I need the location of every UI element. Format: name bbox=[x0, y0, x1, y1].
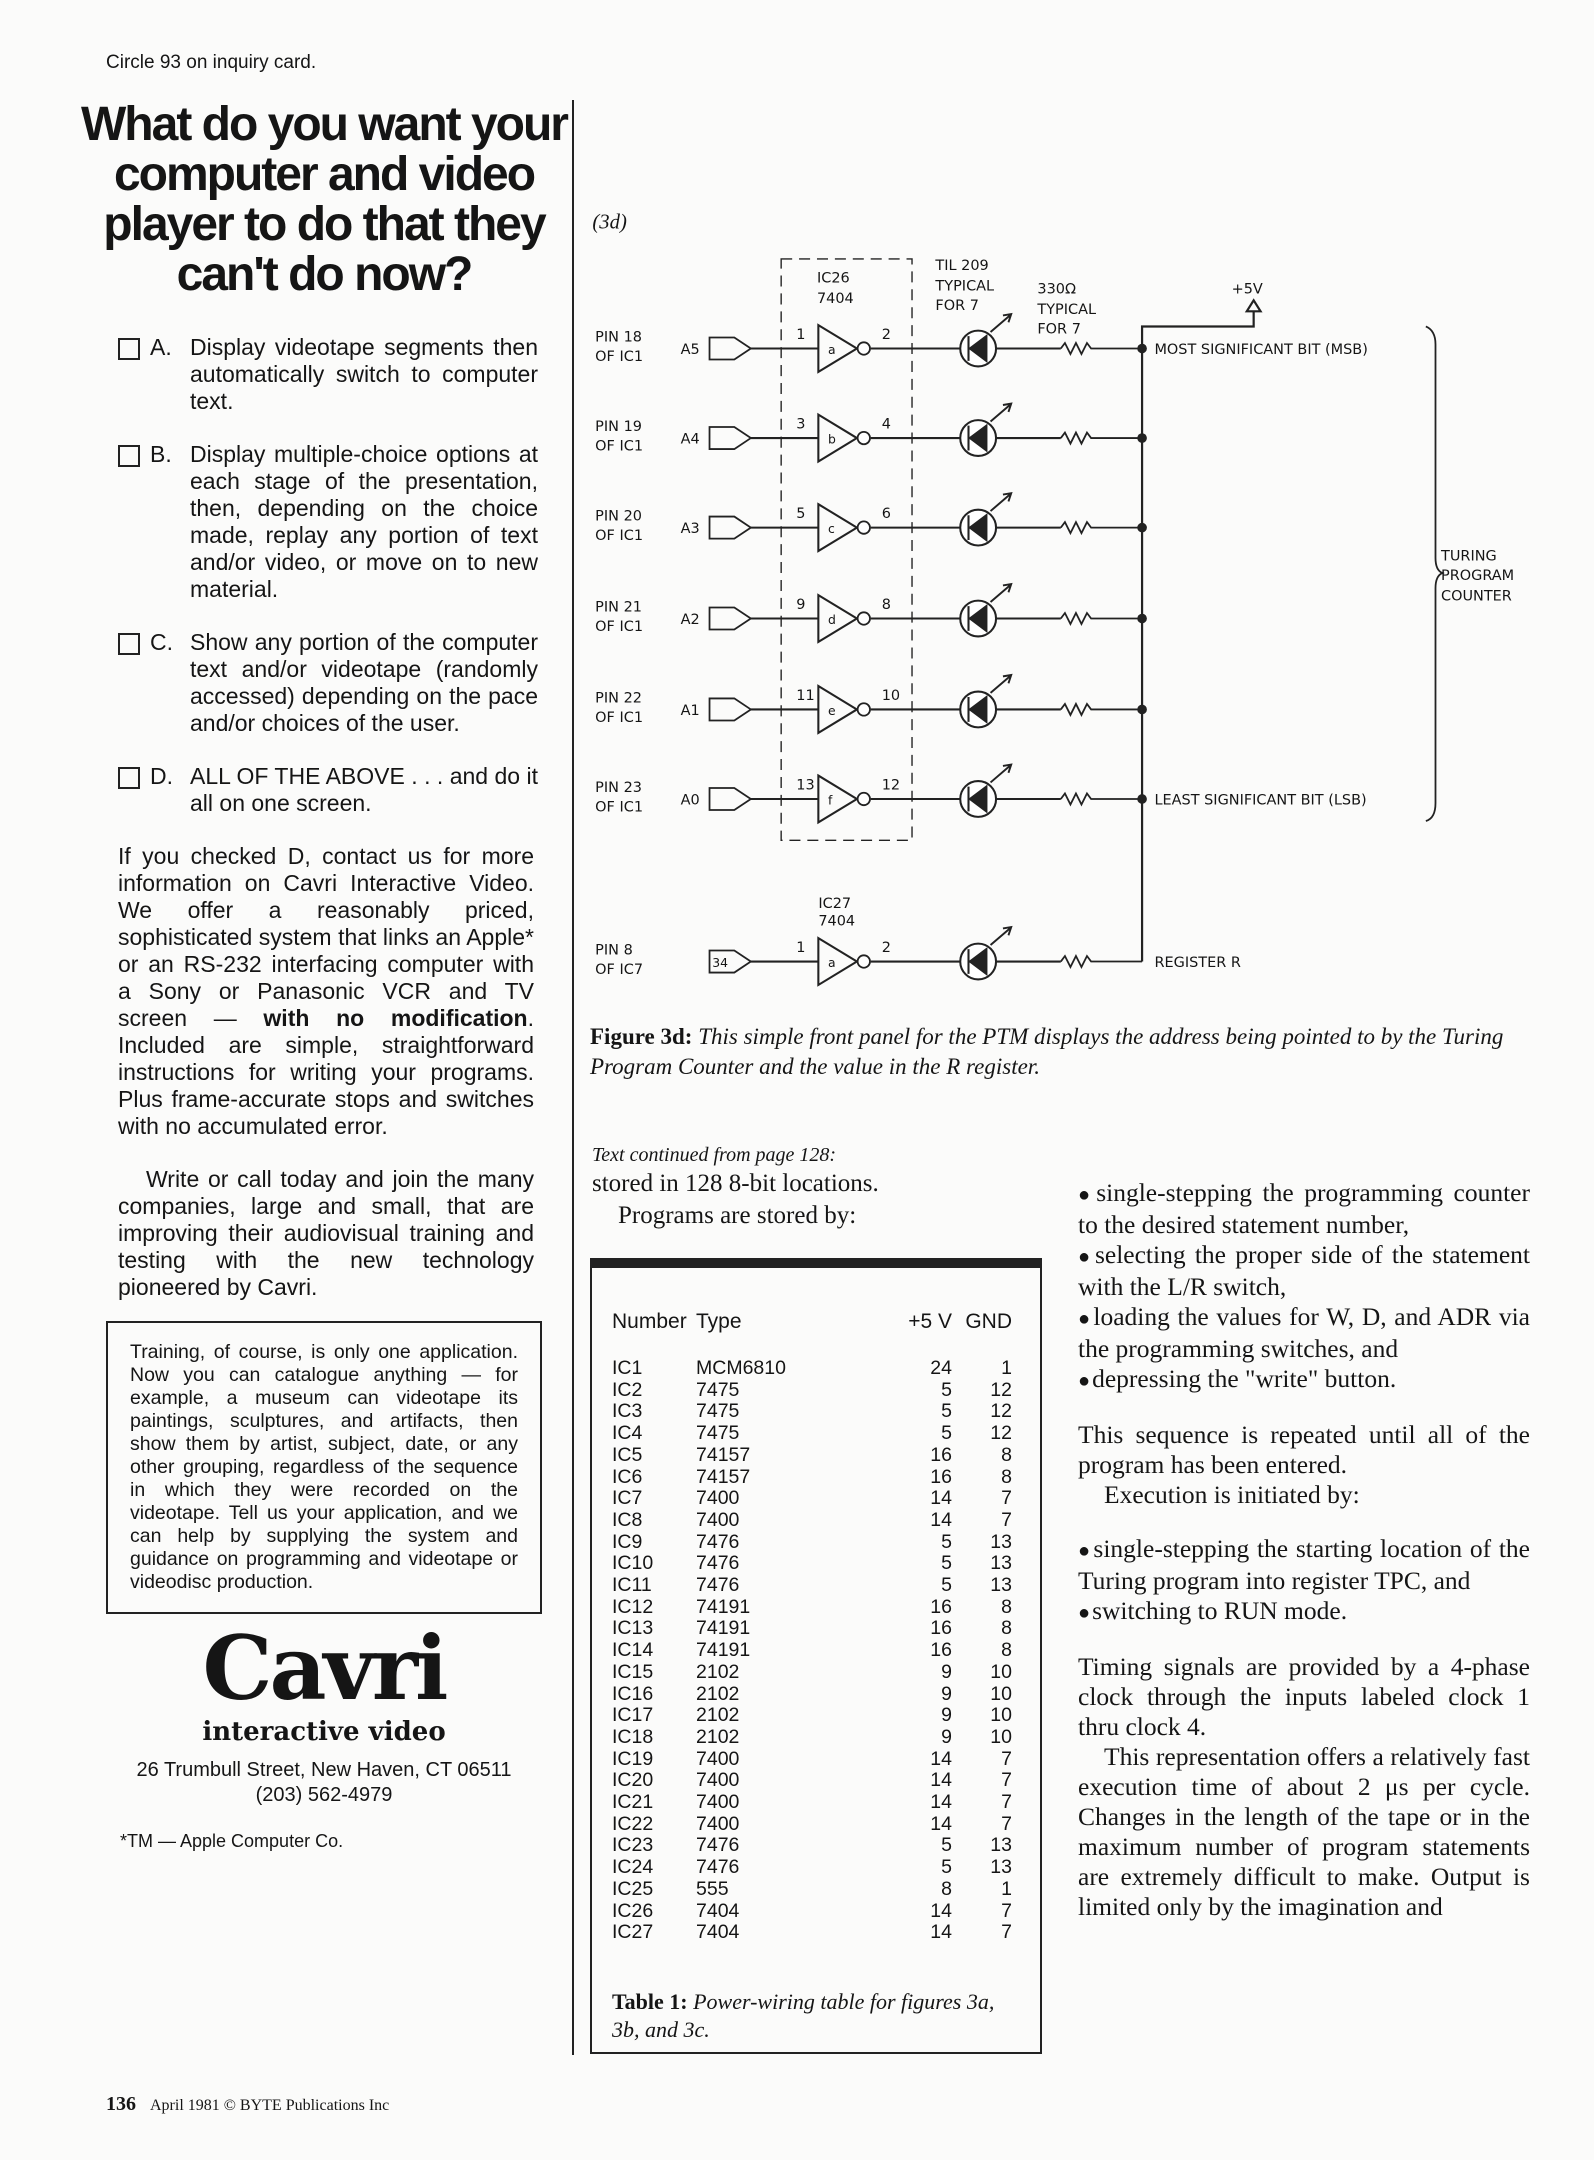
bullet-item: ● loading the values for W, D, and ADR via the programming switches, and bbox=[1078, 1302, 1530, 1364]
inquiry-note: Circle 93 on inquiry card. bbox=[106, 52, 317, 73]
ic26-label: IC26 bbox=[816, 270, 850, 287]
bullet-item: ● single-stepping the starting location of the Turing program into register TPC, and bbox=[1078, 1534, 1530, 1596]
pin-label: PIN 19 bbox=[595, 419, 642, 436]
bullet-item: ● switching to RUN mode. bbox=[1078, 1596, 1530, 1628]
table-cell: IC5 bbox=[612, 1443, 643, 1466]
table-cell: IC6 bbox=[612, 1465, 643, 1488]
light-arrow-icon bbox=[991, 404, 1012, 422]
table-row bbox=[612, 1705, 1012, 1727]
text: If you checked D, contact us for more information on Cavri Interactive Video. We offer a reasonably priced, sophisticated system that links an Apple* or an RS-232 interfacing computer with a Sony or Panasonic VCR and TV screen — bbox=[118, 843, 534, 1031]
vcc-label: +5V bbox=[1231, 281, 1263, 298]
table-cell: IC14 bbox=[612, 1639, 654, 1662]
table-row bbox=[612, 1727, 1012, 1749]
pin-label: PIN 8 bbox=[595, 942, 633, 959]
led-note: FOR 7 bbox=[935, 297, 979, 314]
inverter-icon bbox=[818, 595, 857, 642]
gate-label: d bbox=[827, 612, 836, 628]
table-cell: 9 bbox=[941, 1682, 952, 1705]
table-cell: 7400 bbox=[696, 1791, 740, 1814]
table-cell: 5 bbox=[941, 1378, 952, 1401]
inverter-bubble bbox=[858, 955, 870, 967]
table-cell: 8 bbox=[941, 1877, 952, 1900]
table-cell: IC3 bbox=[612, 1400, 643, 1423]
pin-number: 12 bbox=[881, 777, 901, 794]
ic27-label: IC27 bbox=[818, 895, 852, 912]
caption-text: Power-wiring table for figures 3a, 3b, and 3c. bbox=[612, 1989, 995, 2042]
option-text: Show any portion of the computer text and/or videotape (randomly accessed) depending on the pace and/or choices of the user. bbox=[190, 629, 538, 736]
table-cell: 9 bbox=[941, 1725, 952, 1748]
ic26-outline bbox=[781, 259, 912, 840]
signal-label: 34 bbox=[712, 955, 729, 971]
table-cell: IC11 bbox=[612, 1574, 652, 1597]
resistor-note: TYPICAL bbox=[1037, 302, 1097, 319]
table-cell: 9 bbox=[941, 1704, 952, 1727]
text: Timing signals are provided by a 4-phase clock through the inputs labeled clock 1 thru clock 4. bbox=[1078, 1652, 1530, 1741]
table-cell: 2102 bbox=[696, 1682, 740, 1705]
table-row bbox=[612, 1640, 1012, 1662]
signal-label: A1 bbox=[680, 702, 700, 719]
resistor-icon bbox=[1061, 522, 1142, 533]
table-row bbox=[612, 1857, 1012, 1879]
inverter-bubble bbox=[858, 521, 870, 533]
table-cell: 7476 bbox=[696, 1834, 740, 1857]
table-cell: IC8 bbox=[612, 1508, 643, 1531]
gate-label: c bbox=[827, 521, 835, 537]
led-note: TIL 209 bbox=[935, 258, 989, 274]
gate-label: a bbox=[827, 955, 836, 971]
light-arrow-icon bbox=[991, 675, 1012, 693]
table-cell: IC23 bbox=[612, 1834, 654, 1857]
inverter-icon bbox=[818, 325, 857, 372]
table-cell: 8 bbox=[1001, 1639, 1012, 1662]
table-cell: IC24 bbox=[612, 1856, 654, 1879]
table-cell: 14 bbox=[930, 1899, 952, 1922]
light-arrow-icon bbox=[991, 493, 1012, 511]
pin-number: 1 bbox=[796, 326, 806, 343]
light-arrow-icon bbox=[991, 584, 1012, 602]
continued-note: Text continued from page 128: bbox=[592, 1144, 837, 1166]
pin-label: OF IC1 bbox=[595, 618, 644, 635]
inverter-bubble bbox=[858, 612, 870, 624]
resistor-icon bbox=[1061, 343, 1142, 354]
pin-label: PIN 18 bbox=[595, 329, 642, 346]
table-cell: 14 bbox=[930, 1487, 952, 1510]
cavri-logo: Cavri bbox=[202, 1616, 446, 1720]
option-letter: B. bbox=[150, 441, 172, 467]
gate-label: f bbox=[827, 792, 833, 808]
register-r-label: REGISTER R bbox=[1154, 955, 1241, 972]
table-caption bbox=[612, 1988, 1022, 2044]
table-cell: 7475 bbox=[696, 1400, 740, 1423]
resistor-icon bbox=[1061, 793, 1142, 804]
table-cell: 2102 bbox=[696, 1704, 740, 1727]
table-cell: 13 bbox=[990, 1530, 1012, 1553]
table-cell: 14 bbox=[930, 1812, 952, 1835]
table-cell: 8 bbox=[1001, 1443, 1012, 1466]
table-row bbox=[612, 1575, 1012, 1597]
option-text: Display videotape segments then automatically switch to computer text. bbox=[190, 334, 538, 414]
bullet-item: ● single-stepping the programming counter to the desired statement number, bbox=[1078, 1178, 1530, 1240]
table-cell: IC27 bbox=[612, 1921, 654, 1944]
table-row bbox=[612, 1358, 1012, 1380]
inverter-icon bbox=[818, 415, 857, 462]
signal-label: A4 bbox=[680, 431, 700, 448]
table-cell: 24 bbox=[930, 1357, 952, 1379]
pin-label: PIN 20 bbox=[595, 508, 642, 525]
inverter-icon bbox=[818, 504, 857, 551]
table-cell: IC17 bbox=[612, 1704, 654, 1727]
table-cell: 74191 bbox=[696, 1617, 751, 1640]
table-cell: 7476 bbox=[696, 1856, 740, 1879]
table-cell: IC16 bbox=[612, 1682, 654, 1705]
light-arrow-icon bbox=[991, 765, 1012, 783]
table-cell: 16 bbox=[930, 1617, 952, 1640]
table-cell: 5 bbox=[941, 1856, 952, 1879]
table-cell: 1 bbox=[1001, 1877, 1012, 1900]
gate-label: e bbox=[827, 702, 836, 718]
resistor-icon bbox=[1061, 613, 1142, 624]
trademark-note: *TM — Apple Computer Co. bbox=[120, 1831, 344, 1851]
table-cell: 7404 bbox=[696, 1921, 740, 1944]
figure-caption bbox=[590, 1022, 1530, 1082]
table-cell: 16 bbox=[930, 1639, 952, 1662]
table-cell: IC2 bbox=[612, 1378, 643, 1401]
power-bus bbox=[1142, 300, 1260, 961]
text: This sequence is repeated until all of the program has been entered. bbox=[1078, 1420, 1530, 1479]
pin-number: 6 bbox=[881, 505, 891, 522]
junction-dot bbox=[1137, 794, 1147, 804]
table-cell: IC20 bbox=[612, 1769, 654, 1792]
table-cell: 7 bbox=[1001, 1769, 1012, 1792]
pin-label: OF IC1 bbox=[595, 799, 644, 816]
table-row bbox=[612, 1380, 1012, 1402]
table-cell: 10 bbox=[990, 1660, 1012, 1683]
counter-label: PROGRAM bbox=[1441, 567, 1515, 584]
pin-number: 11 bbox=[796, 687, 815, 704]
pin-label: PIN 21 bbox=[595, 599, 642, 616]
pin-number: 2 bbox=[881, 939, 891, 956]
pin-number: 4 bbox=[881, 416, 891, 433]
table-cell: 12 bbox=[990, 1422, 1012, 1445]
light-arrow-icon bbox=[991, 314, 1012, 332]
table-cell: IC22 bbox=[612, 1812, 654, 1835]
text: Execution is initiated by: bbox=[1104, 1480, 1360, 1509]
table-cell: 2102 bbox=[696, 1725, 740, 1748]
gate-label: a bbox=[827, 342, 836, 358]
pin-number: 2 bbox=[881, 326, 891, 343]
table-cell: 13 bbox=[990, 1552, 1012, 1575]
table-cell: 7400 bbox=[696, 1508, 740, 1531]
table-cell: 7 bbox=[1001, 1487, 1012, 1510]
inverter-icon bbox=[818, 776, 857, 823]
ic27-type: 7404 bbox=[818, 913, 856, 930]
table-cell: IC12 bbox=[612, 1595, 654, 1618]
led-note: TYPICAL bbox=[935, 278, 995, 295]
table-cell: 5 bbox=[941, 1574, 952, 1597]
pin-number: 8 bbox=[881, 596, 891, 613]
table-cell: 7475 bbox=[696, 1422, 740, 1445]
table-cell: 14 bbox=[930, 1769, 952, 1792]
connector-icon bbox=[710, 608, 751, 630]
phone: (203) 562-4979 bbox=[255, 1784, 393, 1806]
table-cell: 7 bbox=[1001, 1899, 1012, 1922]
table-row bbox=[612, 1922, 1012, 1944]
resistor-icon bbox=[1061, 433, 1142, 444]
footer-text: April 1981 © BYTE Publications Inc bbox=[150, 2097, 390, 2114]
table-cell: 14 bbox=[930, 1921, 952, 1944]
col-number: Number bbox=[612, 1310, 687, 1333]
table-cell: 555 bbox=[696, 1877, 729, 1900]
inverter-icon bbox=[818, 938, 857, 985]
logo-subtitle: interactive video bbox=[202, 1717, 446, 1747]
table-row bbox=[612, 1618, 1012, 1640]
signal-label: A2 bbox=[680, 612, 700, 629]
pin-label: OF IC1 bbox=[595, 348, 644, 365]
table-cell: IC1 bbox=[612, 1357, 643, 1379]
text: This representation offers a relatively fast execution time of about 2 μs per cycle. Changes in the length of the tape or in the maximum number of program statements are extremely difficult to make. Output is limited only by the imagination and bbox=[1078, 1742, 1530, 1921]
col-type: Type bbox=[696, 1310, 742, 1333]
table-cell: 7 bbox=[1001, 1812, 1012, 1835]
table-row bbox=[612, 1467, 1012, 1489]
table-row bbox=[612, 1423, 1012, 1445]
table-cell: 5 bbox=[941, 1422, 952, 1445]
inverter-bubble bbox=[858, 793, 870, 805]
table-row bbox=[612, 1532, 1012, 1554]
table-cell: 13 bbox=[990, 1574, 1012, 1597]
col-gnd: GND bbox=[965, 1310, 1012, 1333]
option-text: Display multiple-choice options at each stage of the presentation, then, depending on the choice made, replay any portion of text and/or video, or move on to new material. bbox=[190, 441, 538, 602]
resistor-note: 330Ω bbox=[1037, 281, 1077, 298]
table-cell: MCM6810 bbox=[696, 1357, 786, 1379]
table-row bbox=[612, 1488, 1012, 1510]
application-box: Training, of course, is only one application. Now you can catalogue anything — for example, a museum can videotape its paintings, sculptures, and artifacts, then show them by artist, subject, date, or any other grouping, regardless of the sequence in which they were recorded on the videotape. Tell us your application, and we can help by supplying the system and guidance on programming and videotape or videodisc production. bbox=[106, 1321, 542, 1614]
connector-icon bbox=[710, 698, 751, 720]
table-cell: 7400 bbox=[696, 1487, 740, 1510]
inverter-bubble bbox=[858, 703, 870, 715]
table-row bbox=[612, 1684, 1012, 1706]
table-cell: 7400 bbox=[696, 1812, 740, 1835]
table-cell: 8 bbox=[1001, 1465, 1012, 1488]
table-cell: IC9 bbox=[612, 1530, 643, 1553]
connector-icon bbox=[710, 517, 751, 539]
resistor-note: FOR 7 bbox=[1037, 321, 1081, 338]
table-cell: 74191 bbox=[696, 1595, 751, 1618]
gate-label: b bbox=[827, 431, 836, 447]
pin-number: 10 bbox=[881, 687, 901, 704]
table-cell: 9 bbox=[941, 1660, 952, 1683]
table-cell: 16 bbox=[930, 1443, 952, 1466]
table-cell: 7475 bbox=[696, 1378, 740, 1401]
table-cell: IC21 bbox=[612, 1791, 654, 1814]
table-cell: 7476 bbox=[696, 1574, 740, 1597]
table-row bbox=[612, 1879, 1012, 1901]
table-cell: 74157 bbox=[696, 1465, 751, 1488]
table-cell: 14 bbox=[930, 1791, 952, 1814]
caption-label: Table 1: bbox=[612, 1989, 688, 2014]
junction-dot bbox=[1137, 705, 1147, 715]
article-column bbox=[1078, 1178, 1530, 1946]
ic26-type: 7404 bbox=[816, 291, 854, 308]
signal-label: A0 bbox=[680, 792, 700, 809]
table-cell: IC19 bbox=[612, 1747, 654, 1770]
inverter-icon bbox=[818, 686, 857, 733]
light-arrow-icon bbox=[991, 927, 1012, 945]
junction-dot bbox=[1137, 614, 1147, 624]
table-cell: 12 bbox=[990, 1378, 1012, 1401]
table-row bbox=[612, 1770, 1012, 1792]
table-cell: 10 bbox=[990, 1725, 1012, 1748]
pin-label: OF IC1 bbox=[595, 709, 644, 726]
table-row bbox=[612, 1597, 1012, 1619]
table-cell: 2102 bbox=[696, 1660, 740, 1683]
option-text: ALL OF THE ABOVE . . . and do it all on one screen. bbox=[190, 763, 538, 816]
option-letter: A. bbox=[150, 334, 172, 360]
table-row bbox=[612, 1835, 1012, 1857]
counter-brace bbox=[1426, 326, 1443, 821]
caption-text: This simple front panel for the PTM displays the address being pointed to by the Turing Program Counter and the value in the R register. bbox=[590, 1024, 1504, 1079]
text: stored in 128 8-bit locations. bbox=[592, 1170, 879, 1197]
option-letter: C. bbox=[150, 629, 173, 655]
power-wiring-table bbox=[590, 1258, 1042, 2054]
table-cell: 14 bbox=[930, 1508, 952, 1531]
connector-icon bbox=[710, 788, 751, 810]
table-row bbox=[612, 1553, 1012, 1575]
table bbox=[612, 1310, 1012, 1944]
signal-label: A5 bbox=[680, 342, 700, 359]
pin-number: 13 bbox=[796, 777, 815, 794]
pin-label: OF IC1 bbox=[595, 438, 644, 455]
resistor-icon bbox=[1061, 956, 1142, 967]
pin-number: 3 bbox=[796, 416, 806, 433]
junction-dot bbox=[1137, 523, 1147, 533]
table-cell: IC15 bbox=[612, 1660, 654, 1683]
col-5v: +5 V bbox=[908, 1310, 952, 1333]
pin-number: 1 bbox=[796, 939, 806, 956]
table-cell: IC7 bbox=[612, 1487, 643, 1510]
table-cell: 7 bbox=[1001, 1508, 1012, 1531]
table-cell: 7 bbox=[1001, 1747, 1012, 1770]
counter-label: TURING bbox=[1441, 548, 1497, 565]
inverter-bubble bbox=[858, 342, 870, 354]
table-cell: 10 bbox=[990, 1704, 1012, 1727]
table-row bbox=[612, 1814, 1012, 1836]
pin-label: PIN 22 bbox=[595, 690, 642, 707]
pin-number: 5 bbox=[796, 505, 806, 522]
option-letter: D. bbox=[150, 763, 173, 789]
junction-dot bbox=[1137, 344, 1147, 354]
lsb-label: LEAST SIGNIFICANT BIT (LSB) bbox=[1154, 792, 1367, 809]
table-cell: 7400 bbox=[696, 1769, 740, 1792]
page-number: 136 bbox=[106, 2093, 136, 2115]
msb-label: MOST SIGNIFICANT BIT (MSB) bbox=[1154, 342, 1368, 359]
table-cell: IC26 bbox=[612, 1899, 654, 1922]
table-row bbox=[612, 1662, 1012, 1684]
table-cell: 13 bbox=[990, 1856, 1012, 1879]
table-row bbox=[612, 1901, 1012, 1923]
table-cell: 8 bbox=[1001, 1595, 1012, 1618]
table-cell: 74157 bbox=[696, 1443, 751, 1466]
counter-label: COUNTER bbox=[1441, 588, 1512, 605]
pin-label: PIN 23 bbox=[595, 780, 642, 797]
table-cell: 7 bbox=[1001, 1791, 1012, 1814]
table-cell: 1 bbox=[1001, 1357, 1012, 1379]
table-cell: 16 bbox=[930, 1595, 952, 1618]
table-cell: 5 bbox=[941, 1400, 952, 1423]
junction-dot bbox=[1137, 433, 1147, 443]
table-cell: 10 bbox=[990, 1682, 1012, 1705]
table-cell: 7404 bbox=[696, 1899, 740, 1922]
article-intro bbox=[592, 1168, 1062, 1232]
pin-number: 9 bbox=[796, 596, 806, 613]
table-cell: IC25 bbox=[612, 1877, 654, 1900]
ad-paragraph-call: Write or call today and join the many companies, large and small, that are improving their audiovisual training and testing with the new technology pioneered by Cavri. bbox=[118, 1166, 534, 1300]
table-cell: 74191 bbox=[696, 1639, 751, 1662]
table-cell: 14 bbox=[930, 1747, 952, 1770]
resistor-icon bbox=[1061, 704, 1142, 715]
table-cell: IC13 bbox=[612, 1617, 654, 1640]
table-cell: 7476 bbox=[696, 1530, 740, 1553]
ad-headline: What do you want your computer and video player to do that they can't do now? bbox=[81, 98, 567, 301]
table-cell: 7 bbox=[1001, 1921, 1012, 1944]
street: 26 Trumbull Street, New Haven, CT 06511 bbox=[136, 1759, 512, 1781]
table-row bbox=[612, 1401, 1012, 1423]
inverter-bubble bbox=[858, 432, 870, 444]
text: . Included are simple, straightforward instructions for writing your programs. Plus frame-accurate stops and switches with no accumulated error. bbox=[118, 1005, 534, 1139]
table-cell: IC18 bbox=[612, 1725, 654, 1748]
signal-label: A3 bbox=[680, 521, 700, 538]
table-cell: 12 bbox=[990, 1400, 1012, 1423]
table-cell: 8 bbox=[1001, 1617, 1012, 1640]
table-cell: 5 bbox=[941, 1834, 952, 1857]
bullet-item: ● selecting the proper side of the statement with the L/R switch, bbox=[1078, 1240, 1530, 1302]
pin-label: OF IC1 bbox=[595, 528, 644, 544]
table-row bbox=[612, 1445, 1012, 1467]
connector-icon bbox=[710, 338, 751, 360]
table-cell: 13 bbox=[990, 1834, 1012, 1857]
text: Programs are stored by: bbox=[618, 1202, 857, 1229]
connector-icon bbox=[710, 427, 751, 449]
table-cell: IC4 bbox=[612, 1422, 643, 1445]
table-row bbox=[612, 1792, 1012, 1814]
caption-label: Figure 3d: bbox=[590, 1024, 693, 1049]
table-cell: 7400 bbox=[696, 1747, 740, 1770]
table-cell: 16 bbox=[930, 1465, 952, 1488]
table-cell: 7476 bbox=[696, 1552, 740, 1575]
pin-label: OF IC7 bbox=[595, 961, 644, 978]
table-cell: 5 bbox=[941, 1530, 952, 1553]
emphasis: with no modification bbox=[263, 1005, 528, 1031]
table-row bbox=[612, 1510, 1012, 1532]
table-cell: 5 bbox=[941, 1552, 952, 1575]
figure-label: (3d) bbox=[592, 211, 627, 234]
table-row bbox=[612, 1749, 1012, 1771]
bullet-item: ● depressing the "write" button. bbox=[1078, 1364, 1530, 1396]
table-cell: IC10 bbox=[612, 1552, 654, 1575]
